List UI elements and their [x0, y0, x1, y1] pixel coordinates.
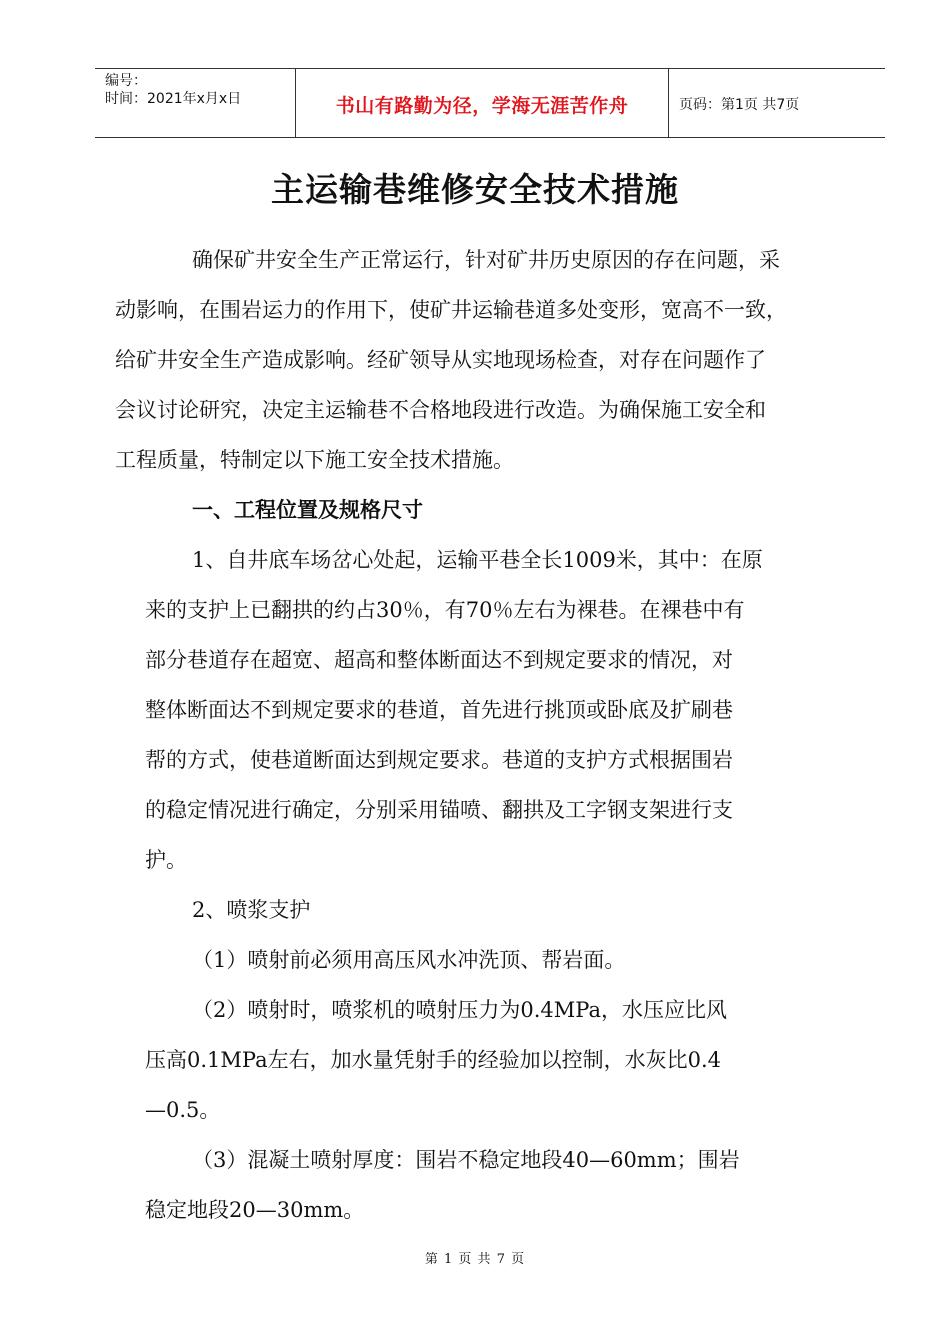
doc-time-label: 时间：2021年x月x日	[105, 91, 242, 107]
body-line: 给矿井安全生产造成影响。经矿领导从实地现场检查，对存在问题作了	[115, 348, 766, 372]
section-heading: 一、工程位置及规格尺寸	[192, 498, 423, 522]
body-line: 动影响，在围岩运力的作用下，使矿井运输巷道多处变形，宽高不一致，	[115, 298, 787, 322]
document-title: 主运输巷维修安全技术措施	[271, 170, 679, 209]
body-line: 稳定地段20—30mm。	[145, 1198, 365, 1222]
body-line: 护。	[145, 848, 187, 872]
body-line: 部分巷道存在超宽、超高和整体断面达不到规定要求的情况，对	[145, 648, 733, 672]
doc-code-label: 编号：	[105, 73, 147, 89]
header-motto-cell	[296, 69, 669, 137]
page-footer: 第 1 页 共 7 页	[424, 1252, 526, 1267]
page-header	[95, 68, 885, 138]
body-line: —0.5。	[145, 1098, 221, 1122]
body-line: 1、自井底车场岔心处起，运输平巷全长1009米，其中：在原	[192, 548, 763, 572]
header-motto: 书山有路勤为径，学海无涯苦作舟	[335, 95, 629, 117]
body-line: （3）混凝土喷射厚度：围岩不稳定地段40—60mm；围岩	[192, 1148, 740, 1172]
header-meta-cell	[95, 69, 296, 137]
body-line: 来的支护上已翻拱的约占30％，有70％左右为裸巷。在裸巷中有	[145, 598, 745, 622]
body-line: 会议讨论研究，决定主运输巷不合格地段进行改造。为确保施工安全和	[115, 398, 766, 422]
header-page-info: 页码：第1页 共7页	[679, 97, 800, 113]
body-line: 的稳定情况进行确定，分别采用锚喷、翻拱及工字钢支架进行支	[145, 798, 733, 822]
subsection-heading: 2、喷浆支护	[192, 898, 311, 922]
header-page-cell	[669, 69, 885, 137]
body-line: （1）喷射前必须用高压风水冲洗顶、帮岩面。	[192, 948, 626, 972]
body-line: （2）喷射时，喷浆机的喷射压力为0.4MPa，水压应比风	[192, 998, 727, 1022]
body-line: 整体断面达不到规定要求的巷道，首先进行挑顶或卧底及扩刷巷	[145, 698, 733, 722]
body-line: 工程质量，特制定以下施工安全技术措施。	[115, 448, 514, 472]
body-line: 确保矿井安全生产正常运行，针对矿井历史原因的存在问题，采	[192, 248, 780, 272]
body-line: 压高0.1MPa左右，加水量凭射手的经验加以控制，水灰比0.4	[145, 1048, 722, 1072]
body-line: 帮的方式，使巷道断面达到规定要求。巷道的支护方式根据围岩	[145, 748, 733, 772]
